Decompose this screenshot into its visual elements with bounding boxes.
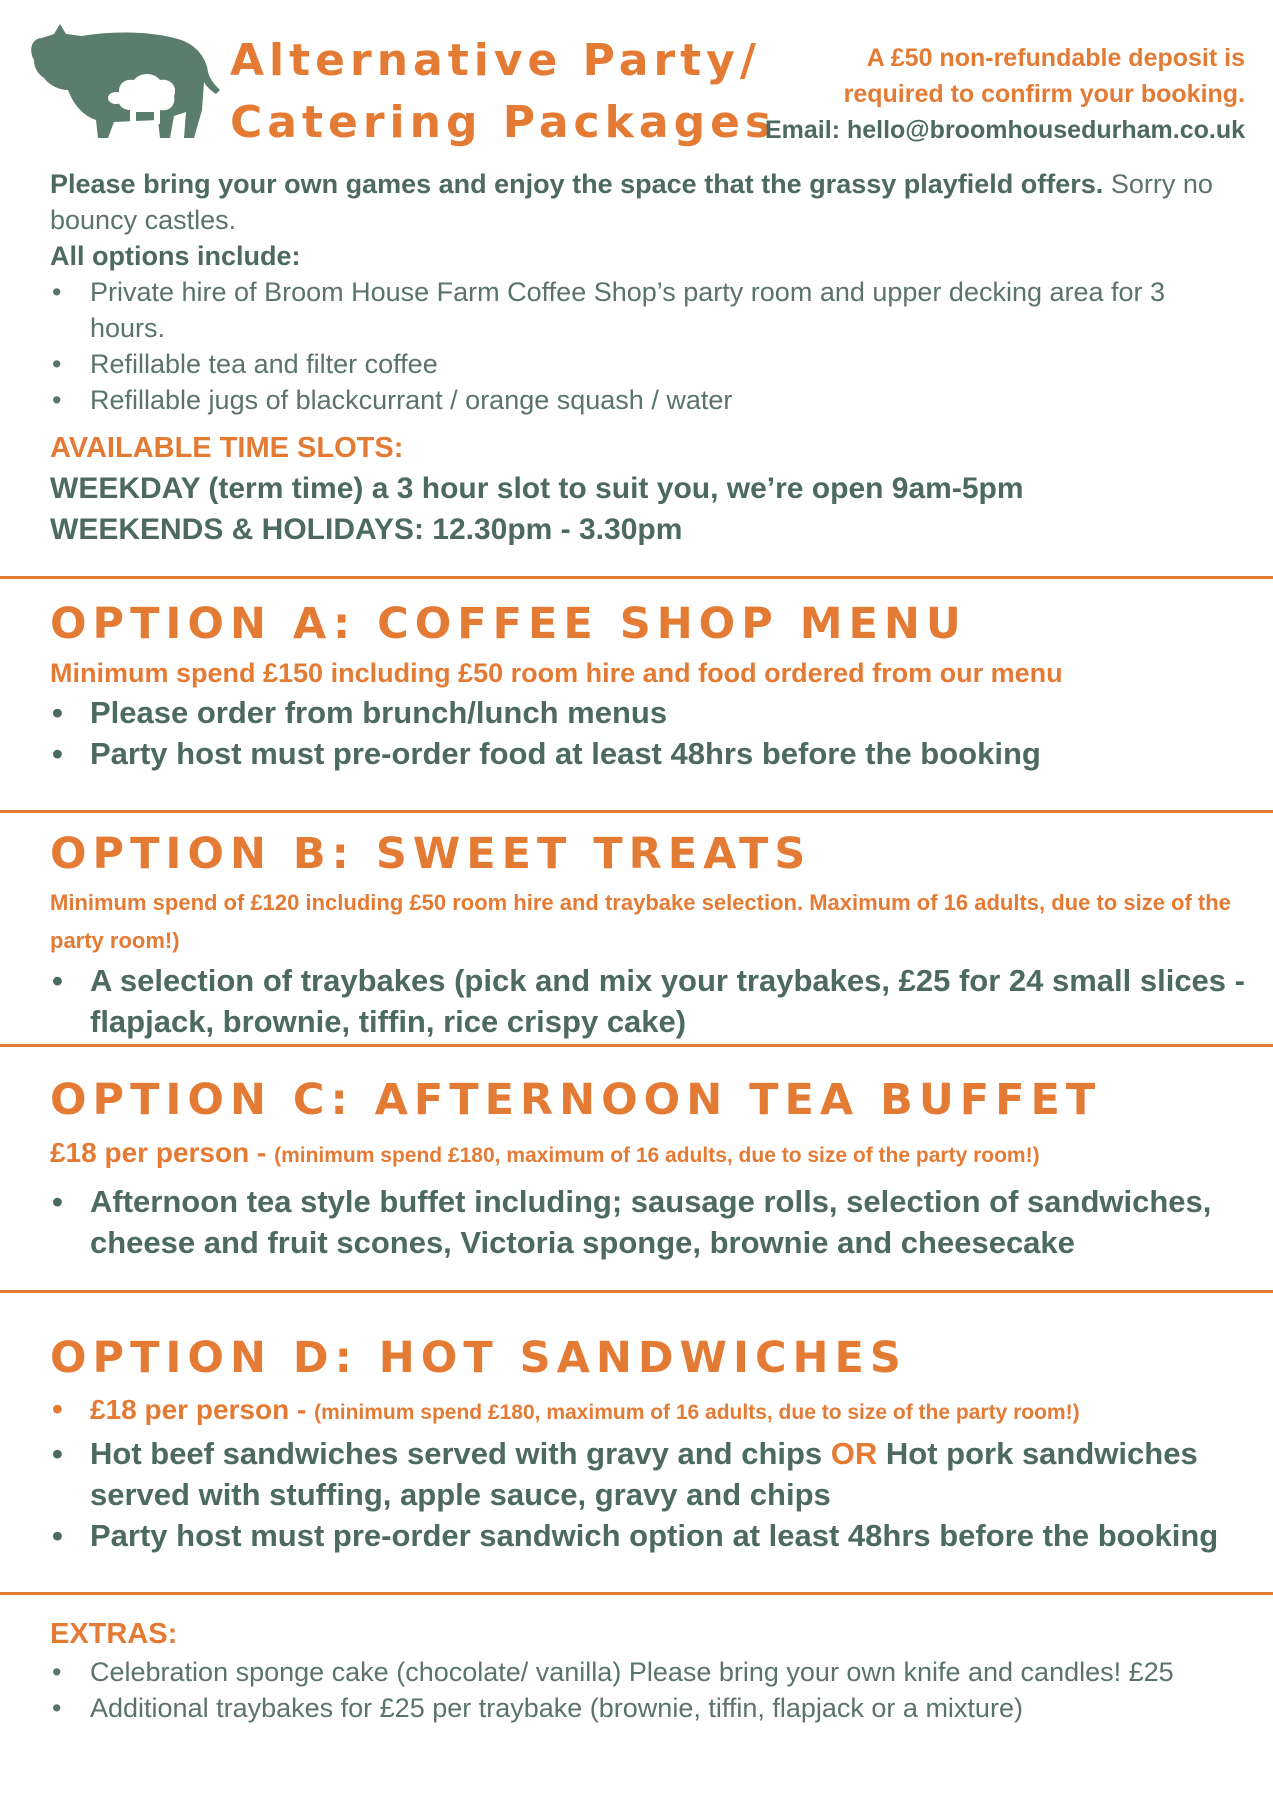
time-slots-heading: AVAILABLE TIME SLOTS: xyxy=(50,432,404,464)
page-title xyxy=(230,30,776,154)
title-line-1: Alternative Party/ xyxy=(230,35,761,86)
list-item: • Party host must pre-order sandwich option at least 48hrs before the booking xyxy=(50,1515,1250,1556)
intro-lead-bold: Please bring your own games and enjoy the space that the grassy playfield offers. xyxy=(50,169,1104,199)
includes-heading: All options include: xyxy=(50,241,301,271)
option-a-subheading: Minimum spend £150 including £50 room hire and food ordered from our menu xyxy=(50,658,1063,688)
list-item: • Additional traybakes for £25 per traybake (brownie, tiffin, flapjack or a mixture) xyxy=(50,1690,1250,1726)
option-b-list xyxy=(50,960,1250,1042)
option-a-heading: OPTION A: COFFEE SHOP MENU xyxy=(50,599,967,649)
option-d-item1-or: OR xyxy=(830,1436,878,1471)
divider xyxy=(0,1290,1273,1293)
divider xyxy=(0,1592,1273,1595)
list-item xyxy=(50,1433,1250,1515)
divider xyxy=(0,1044,1273,1047)
extras-section xyxy=(50,1614,1250,1726)
option-c-price-line xyxy=(50,1130,1250,1181)
deposit-line-1: A £50 non-refundable deposit is xyxy=(866,44,1245,72)
option-a-list xyxy=(50,692,1250,774)
title-line-2: Catering Packages xyxy=(230,97,777,148)
option-c-heading: OPTION C: AFTERNOON TEA BUFFET xyxy=(50,1075,1102,1125)
option-d-price-note: (minimum spend £180, maximum of 16 adults, due to size of the party room!) xyxy=(314,1401,1080,1424)
time-slot-weekday: WEEKDAY (term time) a 3 hour slot to suit you, we’re open 9am-5pm xyxy=(50,472,1024,505)
option-d-item1-part2: Hot pork sandwiches served with stuffing, apple sauce, gravy and chips xyxy=(90,1436,1198,1512)
option-b-subheading: Minimum spend of £120 including £50 room hire and traybake selection. Maximum of 16 adults, due to size of the party room!) xyxy=(50,890,1231,953)
list-item: • A selection of traybakes (pick and mix your traybakes, £25 for 24 small slices - flapjack, brownie, tiffin, rice crispy cake) xyxy=(50,960,1250,1042)
list-item: • Party host must pre-order food at least 48hrs before the booking xyxy=(50,733,1250,774)
option-d-list xyxy=(50,1388,1250,1556)
list-item: • Refillable jugs of blackcurrant / orange squash / water xyxy=(50,382,1240,418)
list-item: • Private hire of Broom House Farm Coffee Shop’s party room and upper decking area for 3 hours. xyxy=(50,274,1240,346)
cow-and-sheep-icon xyxy=(24,20,220,144)
list-item: • Refillable tea and filter coffee xyxy=(50,346,1240,382)
includes-list xyxy=(50,274,1240,418)
option-d-price-line xyxy=(50,1388,1250,1433)
deposit-notice xyxy=(765,40,1245,148)
contact-email: Email: hello@broomhousedurham.co.uk xyxy=(765,116,1245,144)
option-c-list xyxy=(50,1181,1250,1263)
option-d-price: £18 per person - xyxy=(90,1394,315,1425)
extras-heading: EXTRAS: xyxy=(50,1618,178,1650)
list-item: • Afternoon tea style buffet including; sausage rolls, selection of sandwiches, cheese and fruit scones, Victoria sponge, brownie and cheesecake xyxy=(50,1181,1250,1263)
option-a-section xyxy=(50,594,1250,774)
option-d-item1-part1: Hot beef sandwiches served with gravy and chips xyxy=(90,1436,831,1471)
option-c-price: £18 per person - xyxy=(50,1137,275,1168)
list-item: • Celebration sponge cake (chocolate/ vanilla) Please bring your own knife and candles! £25 xyxy=(50,1654,1250,1690)
intro-section xyxy=(50,166,1240,550)
option-c-price-note: (minimum spend £180, maximum of 16 adults, due to size of the party room!) xyxy=(274,1144,1040,1167)
option-b-section xyxy=(50,824,1250,1042)
extras-list xyxy=(50,1654,1250,1726)
divider xyxy=(0,810,1273,813)
option-d-heading: OPTION D: HOT SANDWICHES xyxy=(50,1333,907,1383)
divider xyxy=(0,576,1273,579)
intro-lead-rest: Sorry no bouncy castles. xyxy=(50,169,1213,235)
option-c-section xyxy=(50,1070,1250,1263)
deposit-line-2: required to confirm your booking. xyxy=(843,80,1245,108)
intro-lead xyxy=(50,166,1240,238)
time-slot-weekend: WEEKENDS & HOLIDAYS: 12.30pm - 3.30pm xyxy=(50,513,683,546)
option-d-section xyxy=(50,1328,1250,1556)
list-item: • Please order from brunch/lunch menus xyxy=(50,692,1250,733)
option-b-heading: OPTION B: SWEET TREATS xyxy=(50,829,812,879)
